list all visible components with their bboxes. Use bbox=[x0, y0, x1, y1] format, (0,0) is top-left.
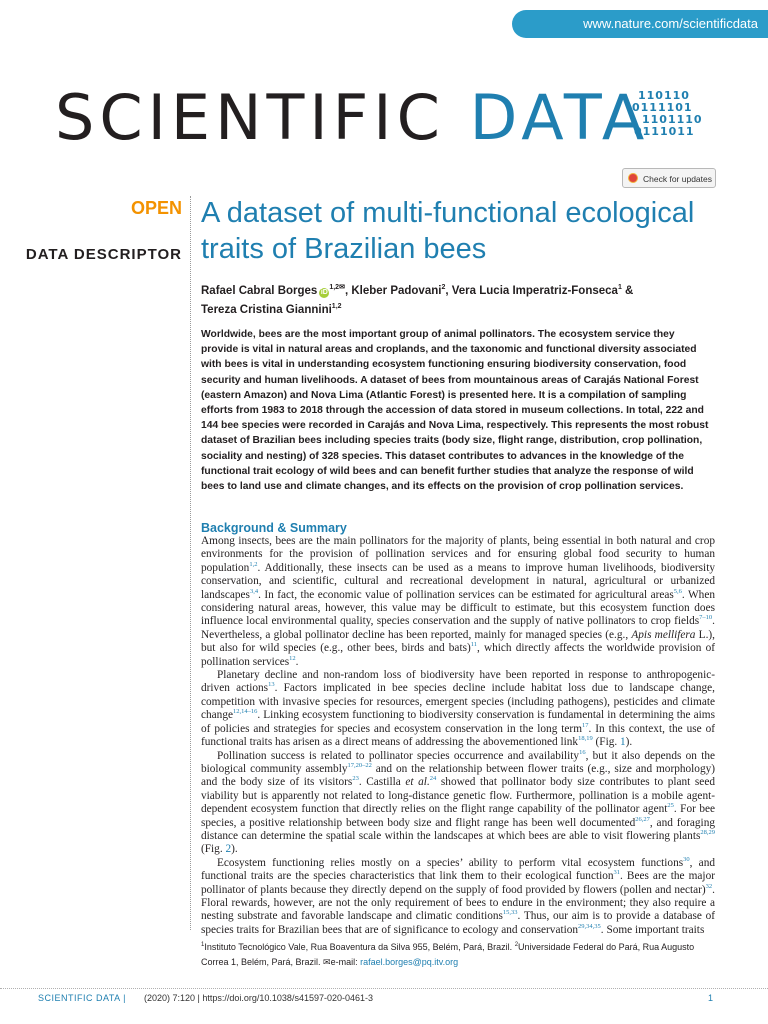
text-run: . Additionally, these insects can be used as a means to improve human livelihoods, biodiversity conservation, and scientific, cultural and recreational development in natural, agricultural or urbanized landscapes bbox=[201, 561, 715, 601]
citation-ref[interactable]: 31 bbox=[613, 869, 621, 877]
citation-ref[interactable]: 32 bbox=[705, 882, 713, 890]
open-access-label: OPEN bbox=[130, 198, 182, 218]
author-separator: , bbox=[445, 284, 452, 297]
citation-ref[interactable]: 3,4 bbox=[249, 587, 259, 595]
text-run: Ecosystem functioning relies mostly on a species’ ability to perform vital ecosystem functions bbox=[217, 856, 684, 869]
text-run: Pollination success is related to pollinator species occurrence and availability bbox=[217, 749, 580, 762]
text-run: , and functional traits are the species characteristics that link them to their ecological function bbox=[201, 856, 715, 883]
email-icon[interactable]: ✉ bbox=[339, 284, 345, 291]
citation-ref[interactable]: 23 bbox=[352, 775, 359, 783]
body-text bbox=[201, 535, 715, 937]
text-run: . When considering natural areas, however, this value may be difficult to estimate, but this ecosystem function does influence local environmental quality, species conservation and the supply of native pollinators to crop fields bbox=[201, 588, 715, 628]
italic-run: et al. bbox=[405, 776, 430, 789]
author-name: Tereza Cristina Giannini bbox=[201, 303, 332, 316]
citation-ref[interactable]: 1,2 bbox=[249, 561, 258, 569]
footer-citation[interactable]: (2020) 7:120 | https://doi.org/10.1038/s41597-020-0461-3 bbox=[144, 993, 374, 1003]
author-affiliation: 1,2 bbox=[329, 284, 340, 291]
body-paragraph bbox=[201, 669, 715, 749]
section-heading: Background & Summary bbox=[201, 521, 347, 535]
text-run: , and foraging distance can determine the spatial scale within the landscapes at which bees are able to visit flowering plants bbox=[201, 816, 715, 842]
binary-logo-graphic bbox=[628, 90, 718, 138]
page-number: 1 bbox=[708, 993, 714, 1003]
orcid-icon[interactable]: iD bbox=[320, 288, 328, 296]
text-run: (Fig. bbox=[592, 736, 621, 749]
text-run: Planetary decline and non-random loss of biodiversity have been reported in response to anthropogenic-driven actions bbox=[201, 669, 715, 695]
figure-ref[interactable]: 2 bbox=[225, 843, 232, 856]
abstract: Worldwide, bees are the most important group of animal pollinators. The ecosystem service they provide is vital in natural areas and croplands, and the taxonomic and functional diversity associated with bees is vital in understanding ecosystem functioning ensuring biodiversity conservation, food security and human livelihoods. A dataset of bees from mountainous areas of Carajás National Forest (eastern Amazon) and Nova Lima (Atlantic Forest) is presented here. It is a compilation of sampling efforts from 1983 to 2018 through the accession of data stored in museum collections. In total, 222 and 144 bee species were recorded in Carajás and Nova Lima, respectively. This represents the most robust dataset of Brazilian bees including species traits (body size, flight range, distribution, crop pollination, sociality and nesting) of 328 species. This dataset contributes to advances in the knowledge of the functional trait ecology of wild bees and can benefit further studies that analyze the response of wild bees to land use and climate changes, and its effects on the provision of crop pollination services. bbox=[201, 329, 709, 493]
affiliation-2: Universidade Federal do Pará, Rua Augusto Correa 1, Belém, Pará, Brazil. bbox=[201, 942, 695, 967]
text-run: ). bbox=[625, 736, 633, 749]
author-name: Rafael Cabral Borges bbox=[201, 284, 318, 297]
journal-url-banner[interactable]: www.nature.com/scientificdata bbox=[512, 10, 768, 38]
page-footer bbox=[0, 991, 768, 1005]
italic-run: Apis mellifera bbox=[631, 628, 696, 641]
text-run: . Bees are the major pollinator of plants because they directly depend on the supply of food provided by flowers (pollen and nectar) bbox=[201, 870, 715, 896]
citation-ref[interactable]: 30 bbox=[683, 855, 690, 863]
author-separator: , bbox=[344, 284, 352, 297]
footer-journal-name[interactable]: SCIENTIFIC DATA | bbox=[38, 993, 127, 1003]
author-name: Vera Lucia Imperatriz-Fonseca bbox=[451, 284, 618, 297]
affiliations bbox=[201, 938, 721, 970]
citation-ref[interactable]: 7–10 bbox=[699, 614, 713, 622]
body-paragraph bbox=[201, 750, 715, 857]
text-run: . Floral rewards, however, are not the only requirement of bees to endure in the environment; they also require a nesting substrate and favorable landscape and climatic conditions bbox=[201, 883, 715, 923]
article-type-label: DATA DESCRIPTOR bbox=[25, 246, 182, 263]
column-divider bbox=[190, 196, 191, 930]
text-run: . Thus, our aim is to provide a database of species traits for Brazilian bees that are of significance to ecology and conservation bbox=[201, 910, 715, 936]
citation-ref[interactable]: 28,29 bbox=[700, 829, 715, 837]
text-run: showed that pollinator body size contributes to plant seed viability but is apparently not related to long-distance genetic flow. Furthermore, pollination is a mobile agent-dependent ecosystem function that directly relies on the flight range capability of the pollinator agent bbox=[201, 776, 715, 816]
text-run: ). bbox=[231, 843, 238, 856]
citation-ref[interactable]: 29,34,35 bbox=[578, 923, 601, 931]
body-paragraph bbox=[201, 857, 715, 937]
text-run: Among insects, bees are the main pollinators for the majority of plants, being essential in both natural and crop environments for the provision of pollination services and for ensuring global food security to human population bbox=[201, 535, 715, 574]
text-run: . Linking ecosystem functioning to biodiversity conservation is fundamental in determining the aims of policies and strategies for species and ecosystem conservation in the long term bbox=[201, 709, 715, 735]
binary-line: 110110 bbox=[638, 89, 690, 102]
text-run: , but it also depends on the biological community assembly bbox=[201, 749, 715, 775]
footer-divider bbox=[0, 988, 768, 989]
text-run: . In this context, the use of functional traits has arisen as a direct means of addressing the abovementioned link bbox=[201, 722, 715, 749]
citation-ref[interactable]: 25 bbox=[667, 802, 674, 810]
citation-ref[interactable]: 16 bbox=[579, 748, 586, 756]
text-run: . Castilla bbox=[358, 776, 406, 789]
email-label: e-mail: bbox=[330, 957, 361, 967]
author-name: Kleber Padovani bbox=[351, 284, 442, 297]
masthead-word-scientific: SCIENTIFIC bbox=[55, 81, 445, 154]
text-run: . Some important traits bbox=[600, 923, 705, 936]
citation-ref[interactable]: 12 bbox=[289, 654, 296, 662]
text-run: and on the relationship between flower traits (e.g., size and morphology) and the body size of its visitors bbox=[201, 762, 715, 789]
check-for-updates-label: Check for updates bbox=[643, 174, 712, 184]
citation-ref[interactable]: 17 bbox=[581, 721, 589, 729]
binary-line: 0111101 bbox=[632, 101, 693, 114]
text-run: . bbox=[295, 655, 299, 668]
body-paragraph bbox=[201, 535, 715, 669]
affiliation-marker: 2 bbox=[514, 942, 519, 948]
check-for-updates-button[interactable] bbox=[622, 168, 716, 188]
author-list bbox=[201, 280, 721, 318]
email-link[interactable]: rafael.borges@pq.itv.org bbox=[360, 957, 459, 967]
citation-ref[interactable]: 11 bbox=[470, 641, 478, 649]
citation-ref[interactable]: 5,6 bbox=[673, 587, 682, 595]
text-run: , which directly affects the worldwide provision of pollination services bbox=[201, 642, 716, 668]
citation-ref[interactable]: 12,14–16 bbox=[233, 708, 258, 716]
text-run: . Nevertheless, a global pollinator decline has been reported, mainly for managed species (e.g., bbox=[201, 615, 715, 641]
citation-ref[interactable]: 17,20–22 bbox=[347, 762, 372, 770]
text-run: L.), but also for wild species (e.g., other bees, birds and bats) bbox=[201, 628, 715, 655]
citation-ref[interactable]: 24 bbox=[429, 775, 437, 783]
author-affiliation: 1 bbox=[617, 284, 622, 291]
author-separator: & bbox=[621, 284, 634, 297]
affiliation-marker: 1 bbox=[201, 942, 205, 948]
author-affiliation: 1,2 bbox=[331, 302, 342, 310]
binary-line: 1101110 bbox=[642, 113, 703, 126]
affiliation-1: Instituto Tecnológico Vale, Rua Boaventura da Silva 955, Belém, Pará, Brazil. bbox=[204, 942, 515, 952]
binary-line: 0111011 bbox=[634, 125, 695, 138]
citation-ref[interactable]: 15,33 bbox=[502, 909, 518, 917]
text-run: (Fig. bbox=[201, 843, 226, 856]
journal-masthead bbox=[55, 78, 649, 158]
masthead-word-data: DATA bbox=[469, 81, 650, 154]
text-run: . In fact, the economic value of pollination services can be estimated for agricultural areas bbox=[258, 588, 674, 601]
article-title: A dataset of multi-functional ecological traits of Brazilian bees bbox=[201, 197, 695, 265]
text-run: . For bee species, a positive relationship between body size and flight range has been well documented bbox=[201, 803, 716, 829]
author-affiliation: 2 bbox=[441, 284, 446, 291]
envelope-icon: ✉ bbox=[323, 957, 331, 967]
citation-ref[interactable]: 13 bbox=[268, 681, 275, 689]
figure-ref[interactable]: 1 bbox=[620, 736, 626, 749]
citation-ref[interactable]: 26,27 bbox=[635, 815, 650, 823]
text-run: . Factors implicated in bee species decline include habitat loss due to landscape change, competition with invasive species for resources, emergent species (including pathogens), pesticides and climate change bbox=[201, 682, 715, 722]
citation-ref[interactable]: 18,19 bbox=[578, 735, 593, 743]
crossmark-icon bbox=[628, 173, 638, 183]
